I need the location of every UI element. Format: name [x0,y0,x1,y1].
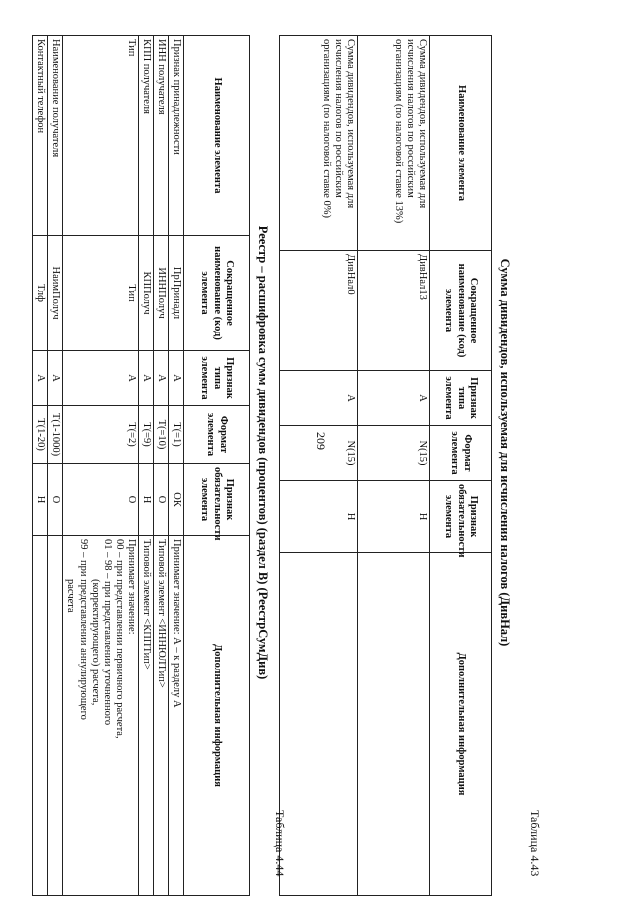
header-required: Признак обязательности элемента [184,464,250,536]
cell-name: Сумма дивидендов, используемая для исчисления налогов по российским организациям (по налоговой ставке 13%) [358,36,430,251]
table-row [33,36,48,896]
cell-code: ИННПолуч [153,236,168,351]
cell-required: О [153,464,168,536]
cell-info: Принимает значение: А – к разделу А [168,536,183,896]
header-type: Признак типа элемента [430,371,492,426]
cell-name: Сумма дивидендов, используемая для исчисления налогов по российским организациям (по налоговой ставке 0%) [280,36,358,251]
info-line: (корректирующего) расчета, [89,579,101,706]
cell-required: Н [358,481,430,553]
cell-type: А [48,351,63,406]
cell-name: ИНН получателя [153,36,168,236]
page-number: 209 [314,432,328,450]
info-line: расчета [65,579,77,613]
header-code: Сокращенное наименование (код) элемента [430,251,492,371]
cell-format: T(=9) [138,406,153,464]
info-line: Принимает значение: [125,539,137,635]
rotated-page [30,10,590,895]
cell-code: НаимПолуч [48,236,63,351]
cell-info [280,553,358,896]
cell-required: ОК [168,464,183,536]
cell-required: Н [138,464,153,536]
cell-info [48,536,63,896]
cell-name: КПП получателя [138,36,153,236]
header-format: Формат элемента [430,426,492,481]
table-row [48,36,63,896]
cell-info [358,553,430,896]
header-name: Наименование элемента [430,36,492,251]
table-2-title: Реестр – расшифровка сумм дивидендов (процентов) (раздел В) (РеестрСумДив) [256,225,270,680]
table-row [280,36,358,896]
header-required: Признак обязательности элемента [430,481,492,553]
cell-type: А [153,351,168,406]
cell-required: Н [33,464,48,536]
table-row [358,36,430,896]
table-1-title: Сумма дивидендов, используемая для исчисления налогов (ДивНал) [498,258,512,647]
header-info: Дополнительная информация [184,536,250,896]
cell-name: Наименование получателя [48,36,63,236]
table-1 [279,35,492,896]
table-2-caption: Таблица 4.44 [273,810,287,877]
cell-name: Признак принадлежности [168,36,183,236]
cell-code: ДивНал0 [280,251,358,371]
cell-code: Тлф [33,236,48,351]
cell-required: О [48,464,63,536]
cell-code: КППолуч [138,236,153,351]
table-row [153,36,168,896]
cell-code: Тип [63,236,138,351]
table-2-header-row [184,36,250,896]
table-2 [32,35,250,896]
table-row [168,36,183,896]
cell-format: T(1-1000) [48,406,63,464]
cell-format: T(1-20) [33,406,48,464]
cell-info [33,536,48,896]
header-type: Признак типа элемента [184,351,250,406]
header-info: Дополнительная информация [430,553,492,896]
table-1-header-row [430,36,492,896]
cell-required: О [63,464,138,536]
table-row [63,36,138,896]
cell-format: T(=10) [153,406,168,464]
cell-type: А [33,351,48,406]
cell-format: T(=1) [168,406,183,464]
info-line: 00 – при представлении первичного расчета, [113,539,125,739]
table-row [138,36,153,896]
cell-format: N(15) [358,426,430,481]
cell-code: ПрПринадл [168,236,183,351]
cell-required: Н [280,481,358,553]
cell-format: N(15) [280,426,358,481]
cell-code: ДивНал13 [358,251,430,371]
info-line: 99 – при представлении аннулирующего [77,539,89,720]
table-1-caption: Таблица 4.43 [528,810,542,877]
header-name: Наименование элемента [184,36,250,236]
header-code: Сокращенное наименование (код) элемента [184,236,250,351]
cell-name: Тип [63,36,138,236]
cell-info: Типовой элемент <ИННЮЛТип> [153,536,168,896]
header-format: Формат элемента [184,406,250,464]
cell-type: А [138,351,153,406]
info-line: 01 – 98 – при представлении уточненного [101,539,113,726]
cell-name: Контактный телефон [33,36,48,236]
cell-type: А [280,371,358,426]
cell-type: А [63,351,138,406]
cell-type: А [358,371,430,426]
cell-info: Типовой элемент <КППТип> [138,536,153,896]
cell-type: А [168,351,183,406]
cell-info [63,536,138,896]
cell-format: T(=2) [63,406,138,464]
